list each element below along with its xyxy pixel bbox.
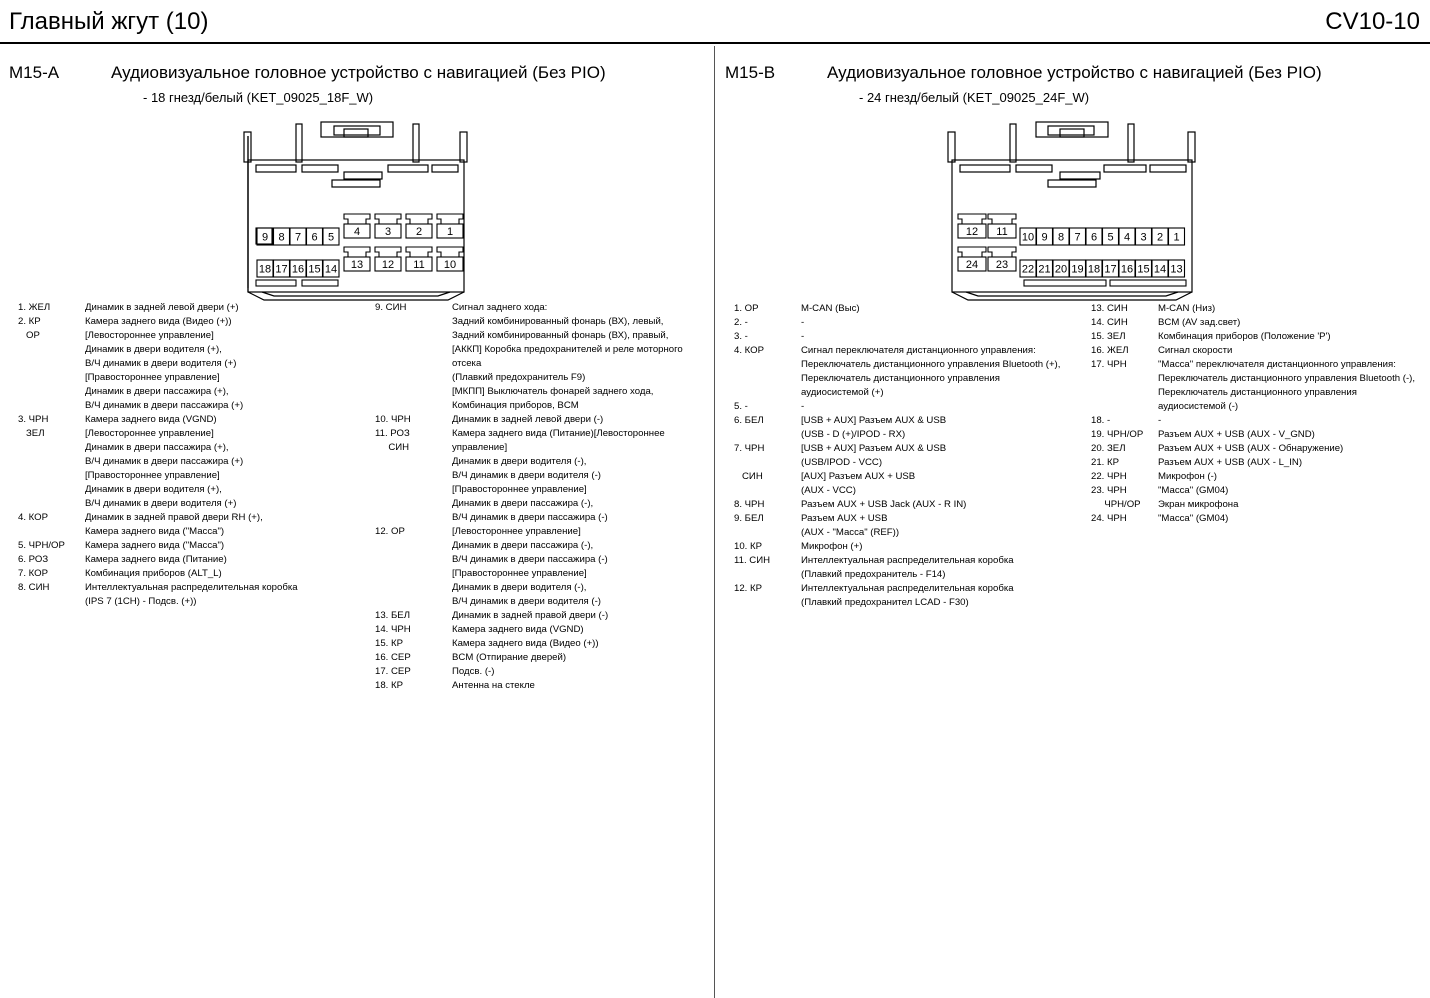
pin-number-label: 8	[1057, 231, 1065, 244]
pin-row	[734, 596, 1074, 610]
pin-number-color: 2. КР	[18, 316, 41, 327]
pin-description: [Правостороннее управление]	[85, 372, 220, 383]
pin-number-label: 13	[350, 259, 364, 271]
pin-number-label: 8	[278, 231, 285, 244]
pin-row	[1091, 302, 1426, 316]
pin-row	[375, 301, 705, 315]
pin-number-color: 1. ЖЕЛ	[18, 302, 51, 313]
pin-description: Камера заднего вида ("Масса")	[85, 526, 225, 537]
pin-number-color: 2. -	[734, 317, 748, 328]
pin-description: Комбинация приборов (Положение 'P')	[1158, 331, 1331, 342]
pin-row	[18, 343, 338, 357]
pin-row	[734, 470, 1074, 484]
connector-slot	[302, 280, 338, 286]
pin-description: Антенна на стекле	[452, 680, 535, 691]
pin-description: [USB + AUX] Разъем AUX & USB	[801, 415, 947, 426]
pin-row	[1091, 484, 1426, 498]
pin-number-color: ЧРН/ОР	[1091, 499, 1141, 510]
pin-number-label: 9	[261, 231, 269, 244]
pin-number-color: 8. ЧРН	[734, 499, 765, 510]
pin-number-label: 4	[353, 226, 361, 238]
pin-number-label: 15	[1137, 263, 1150, 276]
pin-description: [Левостороннее управление]	[85, 330, 214, 341]
pin-description: В/Ч динамик в двери водителя (-)	[452, 470, 601, 481]
terminal-latch	[958, 247, 986, 257]
pin-row	[18, 441, 338, 455]
pin-number-color: 3. -	[734, 331, 748, 342]
connector-diagram-24pin	[944, 120, 1200, 302]
pin-row	[375, 581, 705, 595]
pin-description: (Плавкий предохранитель - F14)	[801, 569, 946, 580]
terminal-latch	[958, 214, 986, 224]
pin-number-color: 4. КОР	[734, 345, 765, 356]
pin-description: Разъем AUX + USB	[801, 513, 888, 524]
pin-description: -	[801, 401, 805, 412]
pin-description: Динамик в двери пассажира (-),	[452, 540, 594, 551]
pin-number-label: 10	[1021, 231, 1035, 244]
pin-number-color: 24. ЧРН	[1091, 513, 1127, 524]
pin-description: Камера заднего вида (VGND)	[85, 414, 217, 425]
pin-list-col2	[375, 301, 705, 693]
pin-number-label: 6	[311, 231, 318, 244]
pin-number-label: 6	[1090, 231, 1098, 244]
pin-number-label: 24	[965, 259, 979, 271]
pin-number-color: ОР	[18, 330, 40, 341]
pin-number-label: 18	[258, 263, 272, 276]
pin-number-label: 17	[275, 263, 288, 276]
pin-number-color: 6. БЕЛ	[734, 415, 764, 426]
pin-number-label: 3	[384, 226, 392, 238]
pin-number-color: 16. СЕР	[375, 652, 411, 663]
pin-description: Динамик в задней правой двери (-)	[452, 610, 609, 621]
pin-description: Динамик в двери водителя (-),	[452, 582, 587, 593]
pin-number-label: 5	[1107, 231, 1114, 244]
pin-row	[375, 399, 705, 413]
pin-description: [Правостороннее управление]	[85, 470, 220, 481]
pin-number-color: 20. ЗЕЛ	[1091, 443, 1126, 454]
connector-slot	[1024, 280, 1106, 286]
pin-number-color: 13. СИН	[1091, 303, 1128, 314]
pin-description: Разъем AUX + USB (AUX - Обнаружение)	[1158, 443, 1344, 454]
pin-row	[375, 651, 705, 665]
pin-description: В/Ч динамик в двери водителя (-)	[452, 596, 601, 607]
pin-row	[734, 484, 1074, 498]
page-header	[0, 0, 1430, 44]
pin-number-color: 5. -	[734, 401, 748, 412]
pin-number-color: 18. -	[1091, 415, 1111, 426]
connector-id: M15-B	[725, 63, 776, 82]
pin-row	[375, 595, 705, 609]
pin-description: Камера заднего вида (Видео (+))	[452, 638, 599, 649]
pin-row	[18, 455, 338, 469]
pin-row	[1091, 344, 1426, 358]
pin-number-color: СИН	[375, 442, 410, 453]
pin-number-color: 22. ЧРН	[1091, 471, 1127, 482]
pin-description: [Правостороннее управление]	[452, 484, 587, 495]
pin-number-label: 1	[1173, 231, 1180, 244]
pin-number-color: 23. ЧРН	[1091, 485, 1127, 496]
pin-description: M-CAN (Низ)	[1158, 303, 1216, 314]
panel-divider	[714, 46, 715, 998]
pin-number-color: 12. ОР	[375, 526, 405, 537]
connector-diagram-18pin	[240, 120, 472, 302]
pin-row	[18, 427, 338, 441]
pin-row	[375, 637, 705, 651]
connector-id: M15-A	[9, 63, 60, 82]
pin-number-color: 12. КР	[734, 583, 762, 594]
pin-description: [Левостороннее управление]	[452, 526, 581, 537]
pin-row	[375, 511, 705, 525]
terminal-latch	[406, 247, 432, 257]
pin-number-color: 16. ЖЕЛ	[1091, 345, 1129, 356]
pin-number-color: 8. СИН	[18, 582, 50, 593]
pin-number-label: 22	[1021, 263, 1035, 276]
pin-number-color: 7. КОР	[18, 568, 49, 579]
pin-description: Сигнал переключателя дистанционного управления:	[801, 345, 1036, 356]
pin-description: "Масса" (GM04)	[1158, 513, 1229, 524]
pin-row	[734, 498, 1074, 512]
pin-row	[18, 315, 338, 329]
pin-row	[375, 497, 705, 511]
pin-row	[734, 582, 1074, 596]
pin-description: Подсв. (-)	[452, 666, 495, 677]
terminal-latch	[437, 214, 463, 224]
pin-row	[375, 343, 705, 357]
pin-description: Динамик в двери пассажира (+),	[85, 442, 229, 453]
terminal-latch	[375, 214, 401, 224]
pin-description: Разъем AUX + USB (AUX - L_IN)	[1158, 457, 1303, 468]
pin-description: Разъем AUX + USB Jack (AUX - R IN)	[801, 499, 967, 510]
pin-row	[1091, 358, 1426, 372]
connector-panel-m15b	[716, 46, 1430, 998]
terminal-latch	[988, 214, 1016, 224]
pin-row	[375, 413, 705, 427]
pin-row	[375, 385, 705, 399]
pin-row	[375, 329, 705, 343]
pin-description: Динамик в двери водителя (-),	[452, 456, 587, 467]
pin-row	[1091, 372, 1426, 386]
pin-row	[1091, 330, 1426, 344]
connector-panel-m15a	[0, 46, 714, 998]
pin-description: аудиосистемой (-)	[1158, 401, 1239, 412]
pin-description: Динамик в задней левой двери (-)	[452, 414, 604, 425]
pin-description: Интеллектуальная распределительная коробка	[801, 583, 1014, 594]
pin-description: Комбинация приборов (ALT_L)	[85, 568, 222, 579]
pin-row	[734, 568, 1074, 582]
terminal-latch	[344, 214, 370, 224]
pin-description: Задний комбинированный фонарь (ВХ), правый,	[452, 330, 669, 341]
pin-number-color: 1. ОР	[734, 303, 759, 314]
pin-description: (USB - D (+)/IPOD - RX)	[801, 429, 906, 440]
pin-description: Экран микрофона	[1158, 499, 1239, 510]
pin-row	[375, 553, 705, 567]
pin-description: BCM (AV зад.свет)	[1158, 317, 1241, 328]
pin-number-label: 7	[1074, 231, 1081, 244]
pin-row	[1091, 442, 1426, 456]
pin-number-color: 3. ЧРН	[18, 414, 49, 425]
connector-slot	[1110, 280, 1186, 286]
connector-title: Аудиовизуальное головное устройство с навигацией (Без PIO)	[827, 63, 1322, 82]
pin-row	[734, 442, 1074, 456]
pin-description: Интеллектуальная распределительная коробка	[85, 582, 298, 593]
pin-number-label: 13	[1170, 263, 1183, 276]
pin-row	[1091, 456, 1426, 470]
pin-description: [АККП] Коробка предохранителей и реле моторного	[452, 344, 683, 355]
pin-row	[18, 371, 338, 385]
pin-description: BCM (Отпирание дверей)	[452, 652, 567, 663]
pin-row	[734, 344, 1074, 358]
pin-number-label: 23	[995, 259, 1009, 271]
pin-number-color: 6. РОЗ	[18, 554, 49, 565]
pin-description: Микрофон (+)	[801, 541, 863, 552]
pin-number-color: СИН	[734, 471, 763, 482]
pin-number-color: 14. СИН	[1091, 317, 1128, 328]
pin-description: В/Ч динамик в двери водителя (+)	[85, 498, 237, 509]
pin-number-label: 2	[415, 226, 423, 238]
pin-description: (AUX - VCC)	[801, 485, 856, 496]
pin-number-color: 21. КР	[1091, 457, 1119, 468]
pin-row	[18, 511, 338, 525]
pin-row	[18, 525, 338, 539]
pin-number-color: 14. ЧРН	[375, 624, 411, 635]
pin-number-label: 4	[1123, 231, 1131, 244]
pin-number-color: 7. ЧРН	[734, 443, 765, 454]
pin-number-color: 18. КР	[375, 680, 403, 691]
pin-description: "Масса" переключателя дистанционного управления:	[1158, 359, 1396, 370]
pin-number-color: 17. ЧРН	[1091, 359, 1127, 370]
pin-description: Камера заднего вида (Питание)	[85, 554, 227, 565]
pin-description: Сигнал заднего хода:	[452, 302, 548, 313]
pin-description: Динамик в двери пассажира (+),	[85, 386, 229, 397]
pin-number-color: 13. БЕЛ	[375, 610, 410, 621]
pin-number-label: 17	[1104, 263, 1117, 276]
pin-row	[375, 469, 705, 483]
pin-description: (USB/IPOD - VCC)	[801, 457, 883, 468]
pin-number-color: ЗЕЛ	[18, 428, 45, 439]
pin-number-color: 11. СИН	[734, 555, 771, 566]
pin-row	[375, 315, 705, 329]
pin-row	[734, 526, 1074, 540]
pin-number-color: 11. РОЗ	[375, 428, 410, 439]
pin-number-label: 12	[381, 259, 395, 271]
page-title: Главный жгут (10)	[9, 8, 209, 35]
pin-row	[734, 386, 1074, 400]
pin-row	[18, 469, 338, 483]
pin-number-label: 2	[1156, 231, 1164, 244]
pin-number-label: 9	[1041, 231, 1048, 244]
pin-row	[1091, 428, 1426, 442]
pin-number-color: 4. КОР	[18, 512, 49, 523]
pin-row	[1091, 400, 1426, 414]
pin-number-color: 10. ЧРН	[375, 414, 411, 425]
pin-description: Переключатель дистанционного управления	[801, 373, 1000, 384]
pin-description: аудиосистемой (+)	[801, 387, 884, 398]
pin-row	[375, 371, 705, 385]
pin-description: Переключатель дистанционного управления Bluetooth (+),	[801, 359, 1061, 370]
pin-number-label: 19	[1071, 263, 1084, 276]
pin-row	[375, 665, 705, 679]
pin-row	[734, 456, 1074, 470]
pin-number-color: 17. СЕР	[375, 666, 411, 677]
pin-description: -	[1158, 415, 1162, 426]
pin-description: Динамик в двери пассажира (-),	[452, 498, 594, 509]
pin-description: -	[801, 317, 805, 328]
pin-row	[734, 372, 1074, 386]
pin-description: Задний комбинированный фонарь (ВХ), левый,	[452, 316, 664, 327]
pin-row	[1091, 498, 1426, 512]
pin-description: [МКПП] Выключатель фонарей заднего хода,	[452, 386, 654, 397]
terminal-latch	[437, 247, 463, 257]
pin-row	[1091, 512, 1426, 526]
pin-row	[18, 553, 338, 567]
pin-number-label: 5	[327, 231, 335, 244]
pin-list-col2	[1091, 302, 1426, 526]
pin-number-color: 5. ЧРН/ОР	[18, 540, 65, 551]
pin-row	[375, 623, 705, 637]
pin-row	[734, 330, 1074, 344]
pin-row	[18, 357, 338, 371]
pin-number-label: 3	[1140, 231, 1147, 244]
pin-number-label: 10	[443, 259, 457, 271]
pin-description: -	[801, 331, 805, 342]
page-code: CV10-10	[1325, 8, 1420, 35]
pin-description: Динамик в задней правой двери RH (+),	[85, 512, 263, 523]
pin-number-label: 14	[324, 263, 338, 276]
pin-description: управление]	[452, 442, 508, 453]
pin-description: Микрофон (-)	[1158, 471, 1217, 482]
pin-row	[18, 581, 338, 595]
pin-row	[18, 399, 338, 413]
pin-number-color: 19. ЧРН/ОР	[1091, 429, 1144, 440]
pin-row	[1091, 386, 1426, 400]
pin-row	[18, 329, 338, 343]
pin-description: Динамик в двери водителя (+),	[85, 344, 222, 355]
pin-description: В/Ч динамик в двери пассажира (-)	[452, 512, 608, 523]
pin-description: Камера заднего вида ("Масса")	[85, 540, 225, 551]
pin-number-label: 11	[996, 226, 1008, 238]
terminal-latch	[988, 247, 1016, 257]
pin-row	[375, 483, 705, 497]
pin-number-label: 18	[1087, 263, 1101, 276]
pin-description: Динамик в задней левой двери (+)	[85, 302, 239, 313]
pin-row	[18, 483, 338, 497]
pin-number-label: 15	[308, 263, 321, 276]
pin-number-color: 9. СИН	[375, 302, 407, 313]
pin-description: (IPS 7 (1CH) - Подсв. (+))	[85, 596, 197, 607]
pin-row	[375, 539, 705, 553]
pin-number-label: 1	[446, 226, 454, 238]
pin-description: Разъем AUX + USB (AUX - V_GND)	[1158, 429, 1315, 440]
pin-row	[18, 385, 338, 399]
pin-row	[18, 413, 338, 427]
connector-subtitle: - 24 гнезд/белый (KET_09025_24F_W)	[859, 90, 1090, 105]
pin-description: В/Ч динамик в двери водителя (+)	[85, 358, 237, 369]
pin-number-label: 21	[1038, 263, 1051, 276]
pin-number-color: 15. ЗЕЛ	[1091, 331, 1126, 342]
pin-row	[18, 497, 338, 511]
pin-number-color: 15. КР	[375, 638, 403, 649]
pin-number-label: 7	[294, 231, 302, 244]
pin-description: [AUX] Разъем AUX + USB	[801, 471, 916, 482]
pin-row	[734, 358, 1074, 372]
pin-number-label: 12	[965, 226, 979, 238]
connector-slot	[256, 280, 296, 286]
pin-description: В/Ч динамик в двери пассажира (+)	[85, 400, 244, 411]
pin-row	[375, 679, 705, 693]
pin-row	[375, 609, 705, 623]
pin-number-label: 14	[1153, 263, 1167, 276]
pin-description: отсека	[452, 358, 482, 369]
pin-description: Переключатель дистанционного управления	[1158, 387, 1357, 398]
pin-description: Динамик в двери водителя (+),	[85, 484, 222, 495]
pin-description: В/Ч динамик в двери пассажира (-)	[452, 554, 608, 565]
pin-number-label: 11	[413, 259, 425, 271]
pin-description: [Правостороннее управление]	[452, 568, 587, 579]
pin-description: Комбинация приборов, BCM	[452, 400, 579, 411]
pin-description: Переключатель дистанционного управления Bluetooth (-),	[1158, 373, 1416, 384]
pin-row	[734, 554, 1074, 568]
pin-row	[18, 301, 338, 315]
terminal-latch	[406, 214, 432, 224]
pin-row	[1091, 414, 1426, 428]
pin-description: Камера заднего вида (VGND)	[452, 624, 584, 635]
pin-row	[375, 455, 705, 469]
pin-row	[18, 595, 338, 609]
connector-subtitle: - 18 гнезд/белый (KET_09025_18F_W)	[143, 90, 374, 105]
pin-description: (AUX - "Масса" (REF))	[801, 527, 900, 538]
pin-description: (Плавкий предохранител LCAD - F30)	[801, 597, 969, 608]
pin-number-label: 16	[291, 263, 305, 276]
pin-row	[734, 400, 1074, 414]
terminal-latch	[375, 247, 401, 257]
pin-row	[734, 414, 1074, 428]
pin-row	[734, 428, 1074, 442]
pin-row	[375, 567, 705, 581]
pin-row	[375, 525, 705, 539]
terminal-latch	[344, 247, 370, 257]
pin-description: Камера заднего вида (Питание)[Левостороннее	[452, 428, 665, 439]
pin-number-color: 9. БЕЛ	[734, 513, 764, 524]
pin-description: Сигнал скорости	[1158, 345, 1233, 356]
connector-title: Аудиовизуальное головное устройство с навигацией (Без PIO)	[111, 63, 606, 82]
pin-description: [Левостороннее управление]	[85, 428, 214, 439]
pin-description: Камера заднего вида (Видео (+))	[85, 316, 232, 327]
pin-description: "Масса" (GM04)	[1158, 485, 1229, 496]
pin-row	[18, 539, 338, 553]
pin-row	[18, 567, 338, 581]
pin-row	[375, 357, 705, 371]
pin-description: [USB + AUX] Разъем AUX & USB	[801, 443, 947, 454]
pin-row	[1091, 470, 1426, 484]
pin-row	[734, 316, 1074, 330]
pin-number-label: 16	[1120, 263, 1134, 276]
pin-row	[1091, 316, 1426, 330]
pin-row	[734, 302, 1074, 316]
pin-description: M-CAN (Выс)	[801, 303, 860, 314]
pin-row	[375, 427, 705, 441]
pin-description: Интеллектуальная распределительная коробка	[801, 555, 1014, 566]
pin-row	[734, 512, 1074, 526]
pin-description: В/Ч динамик в двери пассажира (+)	[85, 456, 244, 467]
pin-number-label: 20	[1054, 263, 1068, 276]
pin-list-col1	[734, 302, 1074, 610]
pin-row	[375, 441, 705, 455]
pin-list-col1	[18, 301, 338, 609]
pin-description: (Плавкий предохранитель F9)	[452, 372, 586, 383]
pin-number-color: 10. КР	[734, 541, 762, 552]
pin-row	[734, 540, 1074, 554]
